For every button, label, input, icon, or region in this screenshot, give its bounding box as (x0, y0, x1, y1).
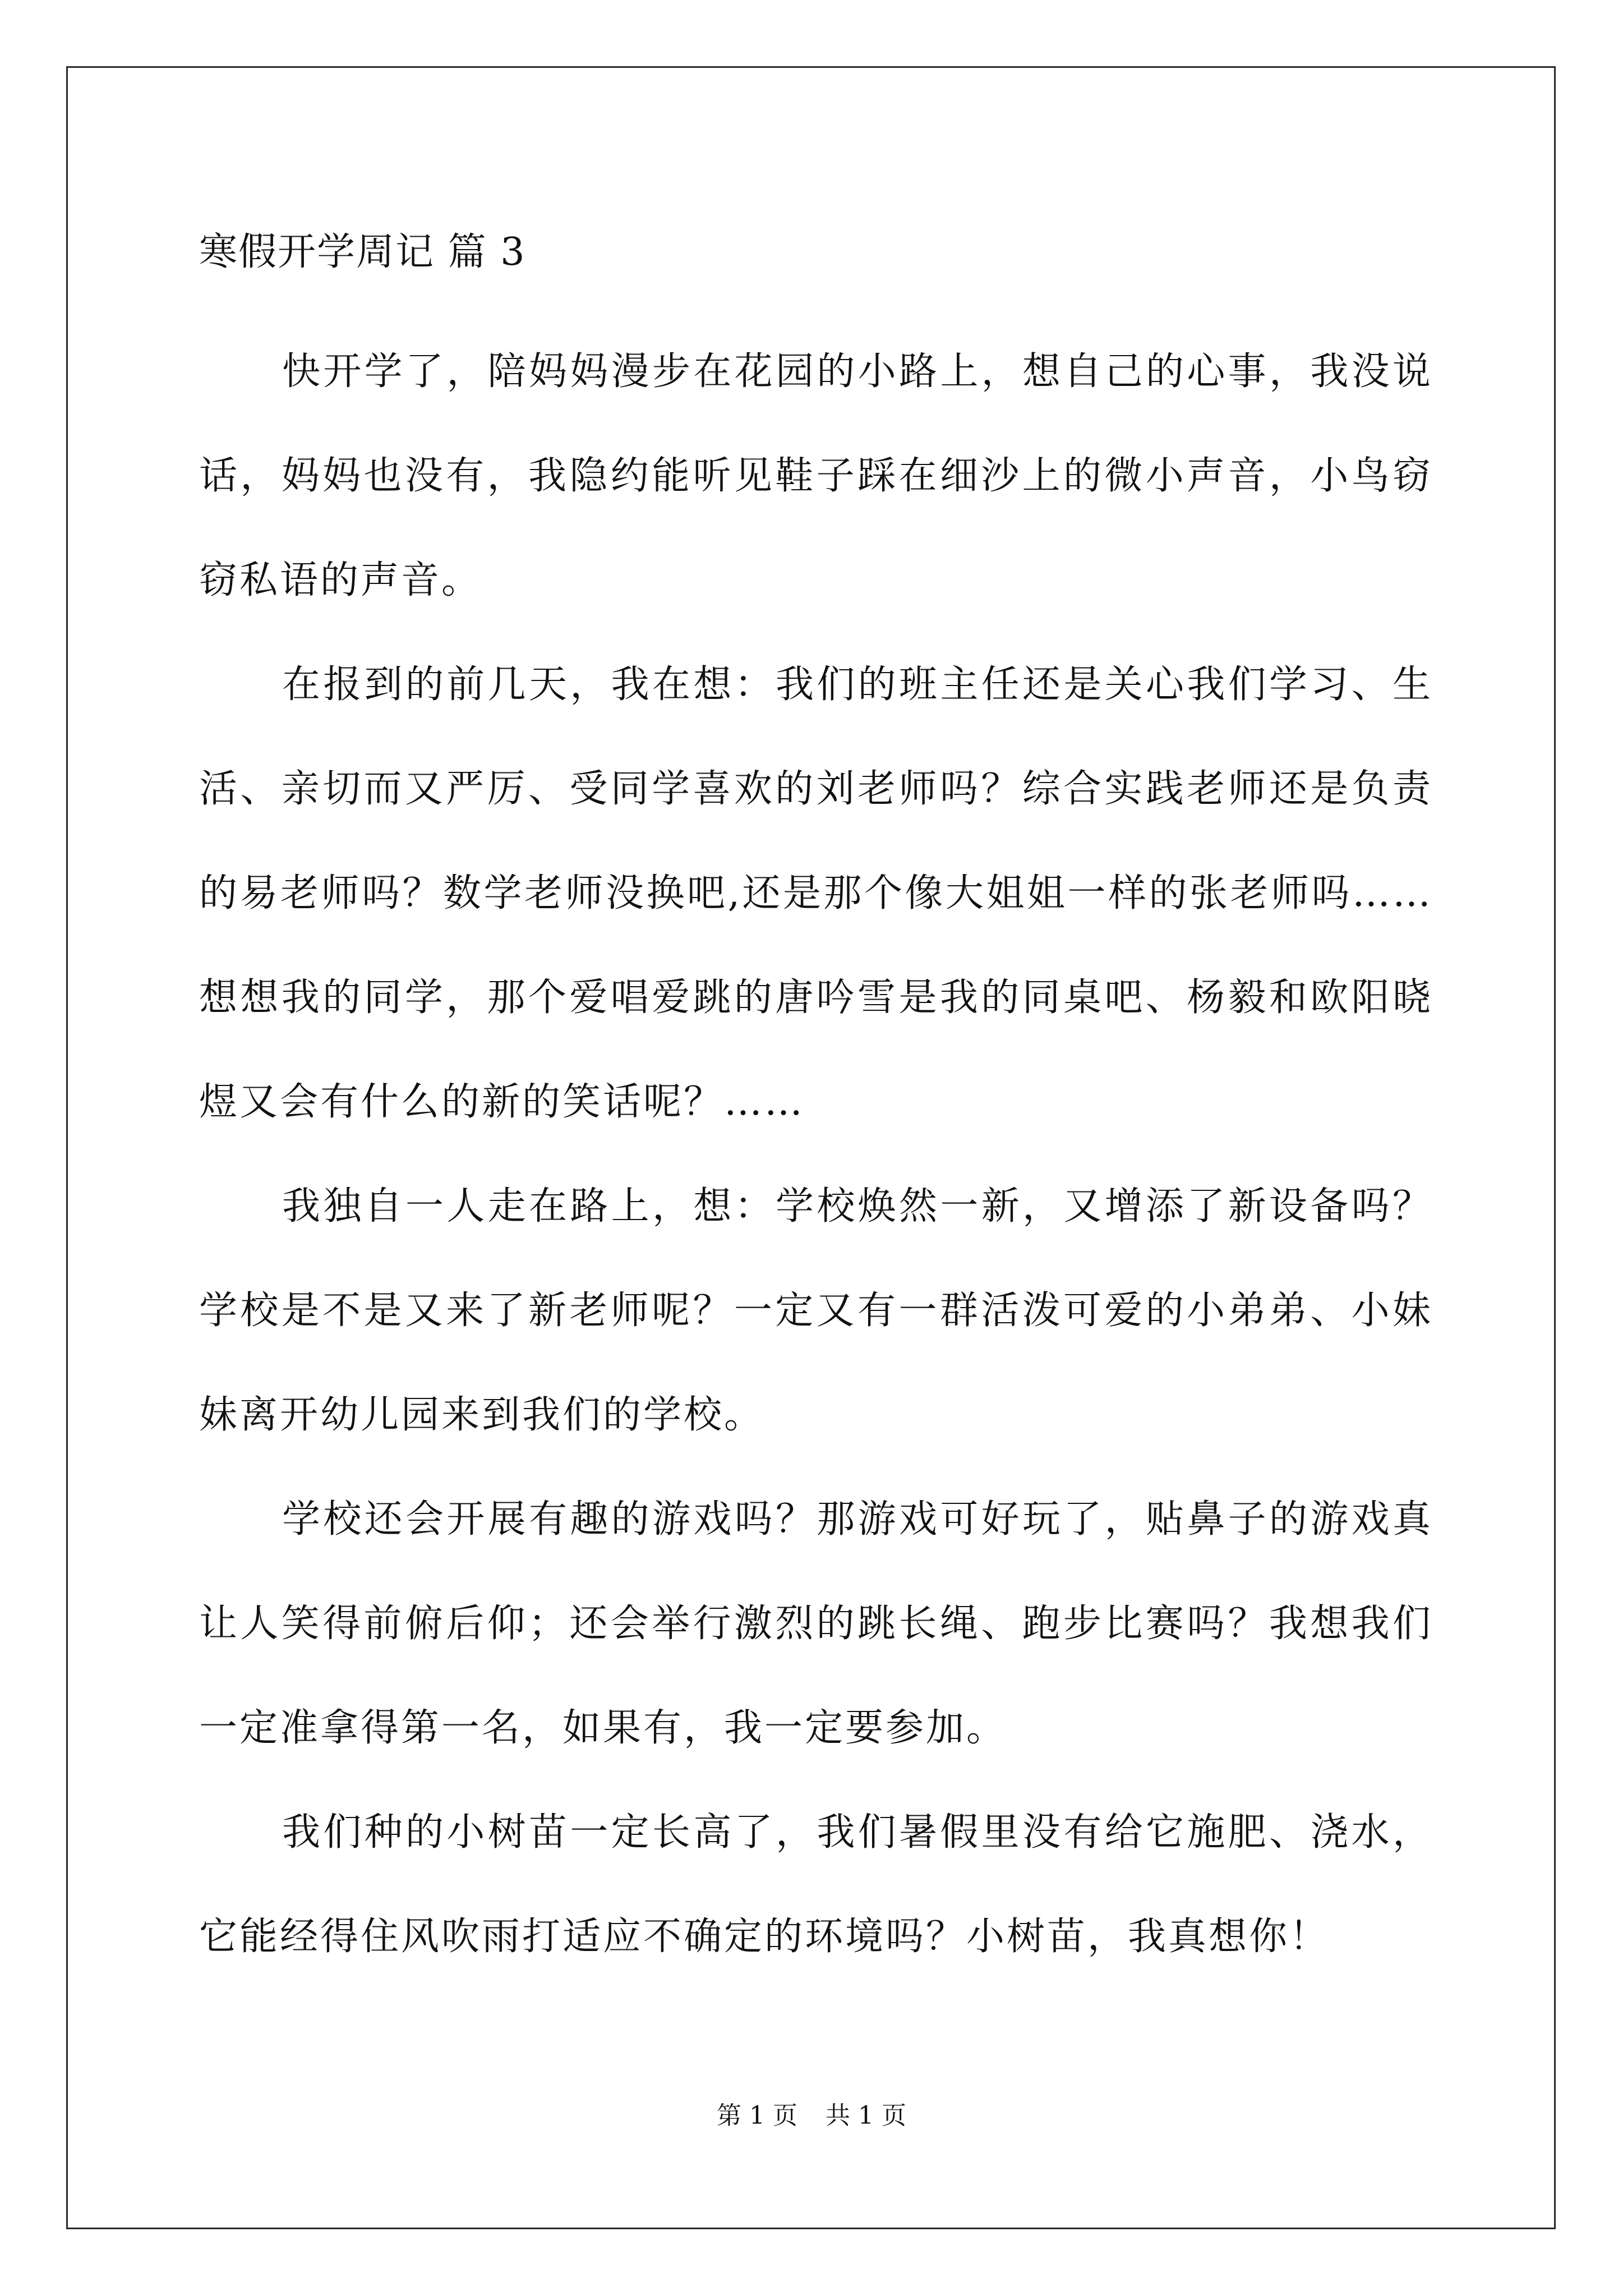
page-footer (0, 2099, 1623, 2133)
paragraph-4: 学校还会开展有趣的游戏吗？那游戏可好玩了，贴鼻子的游戏真让人笑得前俯后仰；还会举行激烈的跳长绳、跑步比赛吗？我想我们一定准拿得第一名，如果有，我一定要参加。 (199, 1497, 1433, 1750)
paragraph-1: 快开学了，陪妈妈漫步在花园的小路上，想自己的心事，我没说话，妈妈也没有，我隐约能听见鞋子踩在细沙上的微小声音，小鸟窃窃私语的声音。 (199, 349, 1433, 602)
page-number-total: 共 1 页 (826, 2101, 906, 2130)
paragraph-5: 我们种的小树苗一定长高了，我们暑假里没有给它施肥、浇水，它能经得住风吹雨打适应不确定的环境吗？小树苗，我真想你！ (199, 1810, 1433, 1959)
paragraph-3: 我独自一人走在路上，想：学校焕然一新，又增添了新设备吗？学校是不是又来了新老师呢？一定又有一群活泼可爱的小弟弟、小妹妹离开幼儿园来到我们的学校。 (199, 1184, 1433, 1437)
paragraph-2: 在报到的前几天，我在想：我们的班主任还是关心我们学习、生活、亲切而又严厉、受同学喜欢的刘老师吗？综合实践老师还是负责的易老师吗？数学老师没换吧,还是那个像大姐姐一样的张老师吗……想想我的同学，那个爱唱爱跳的唐吟雪是我的同桌吧、杨毅和欧阳晓煜又会有什么的新的笑话呢？…… (199, 662, 1433, 1124)
page-number-current: 第 1 页 (717, 2101, 797, 2130)
document-body (199, 219, 1433, 1989)
document-title: 寒假开学周记 篇 3 (199, 230, 526, 274)
